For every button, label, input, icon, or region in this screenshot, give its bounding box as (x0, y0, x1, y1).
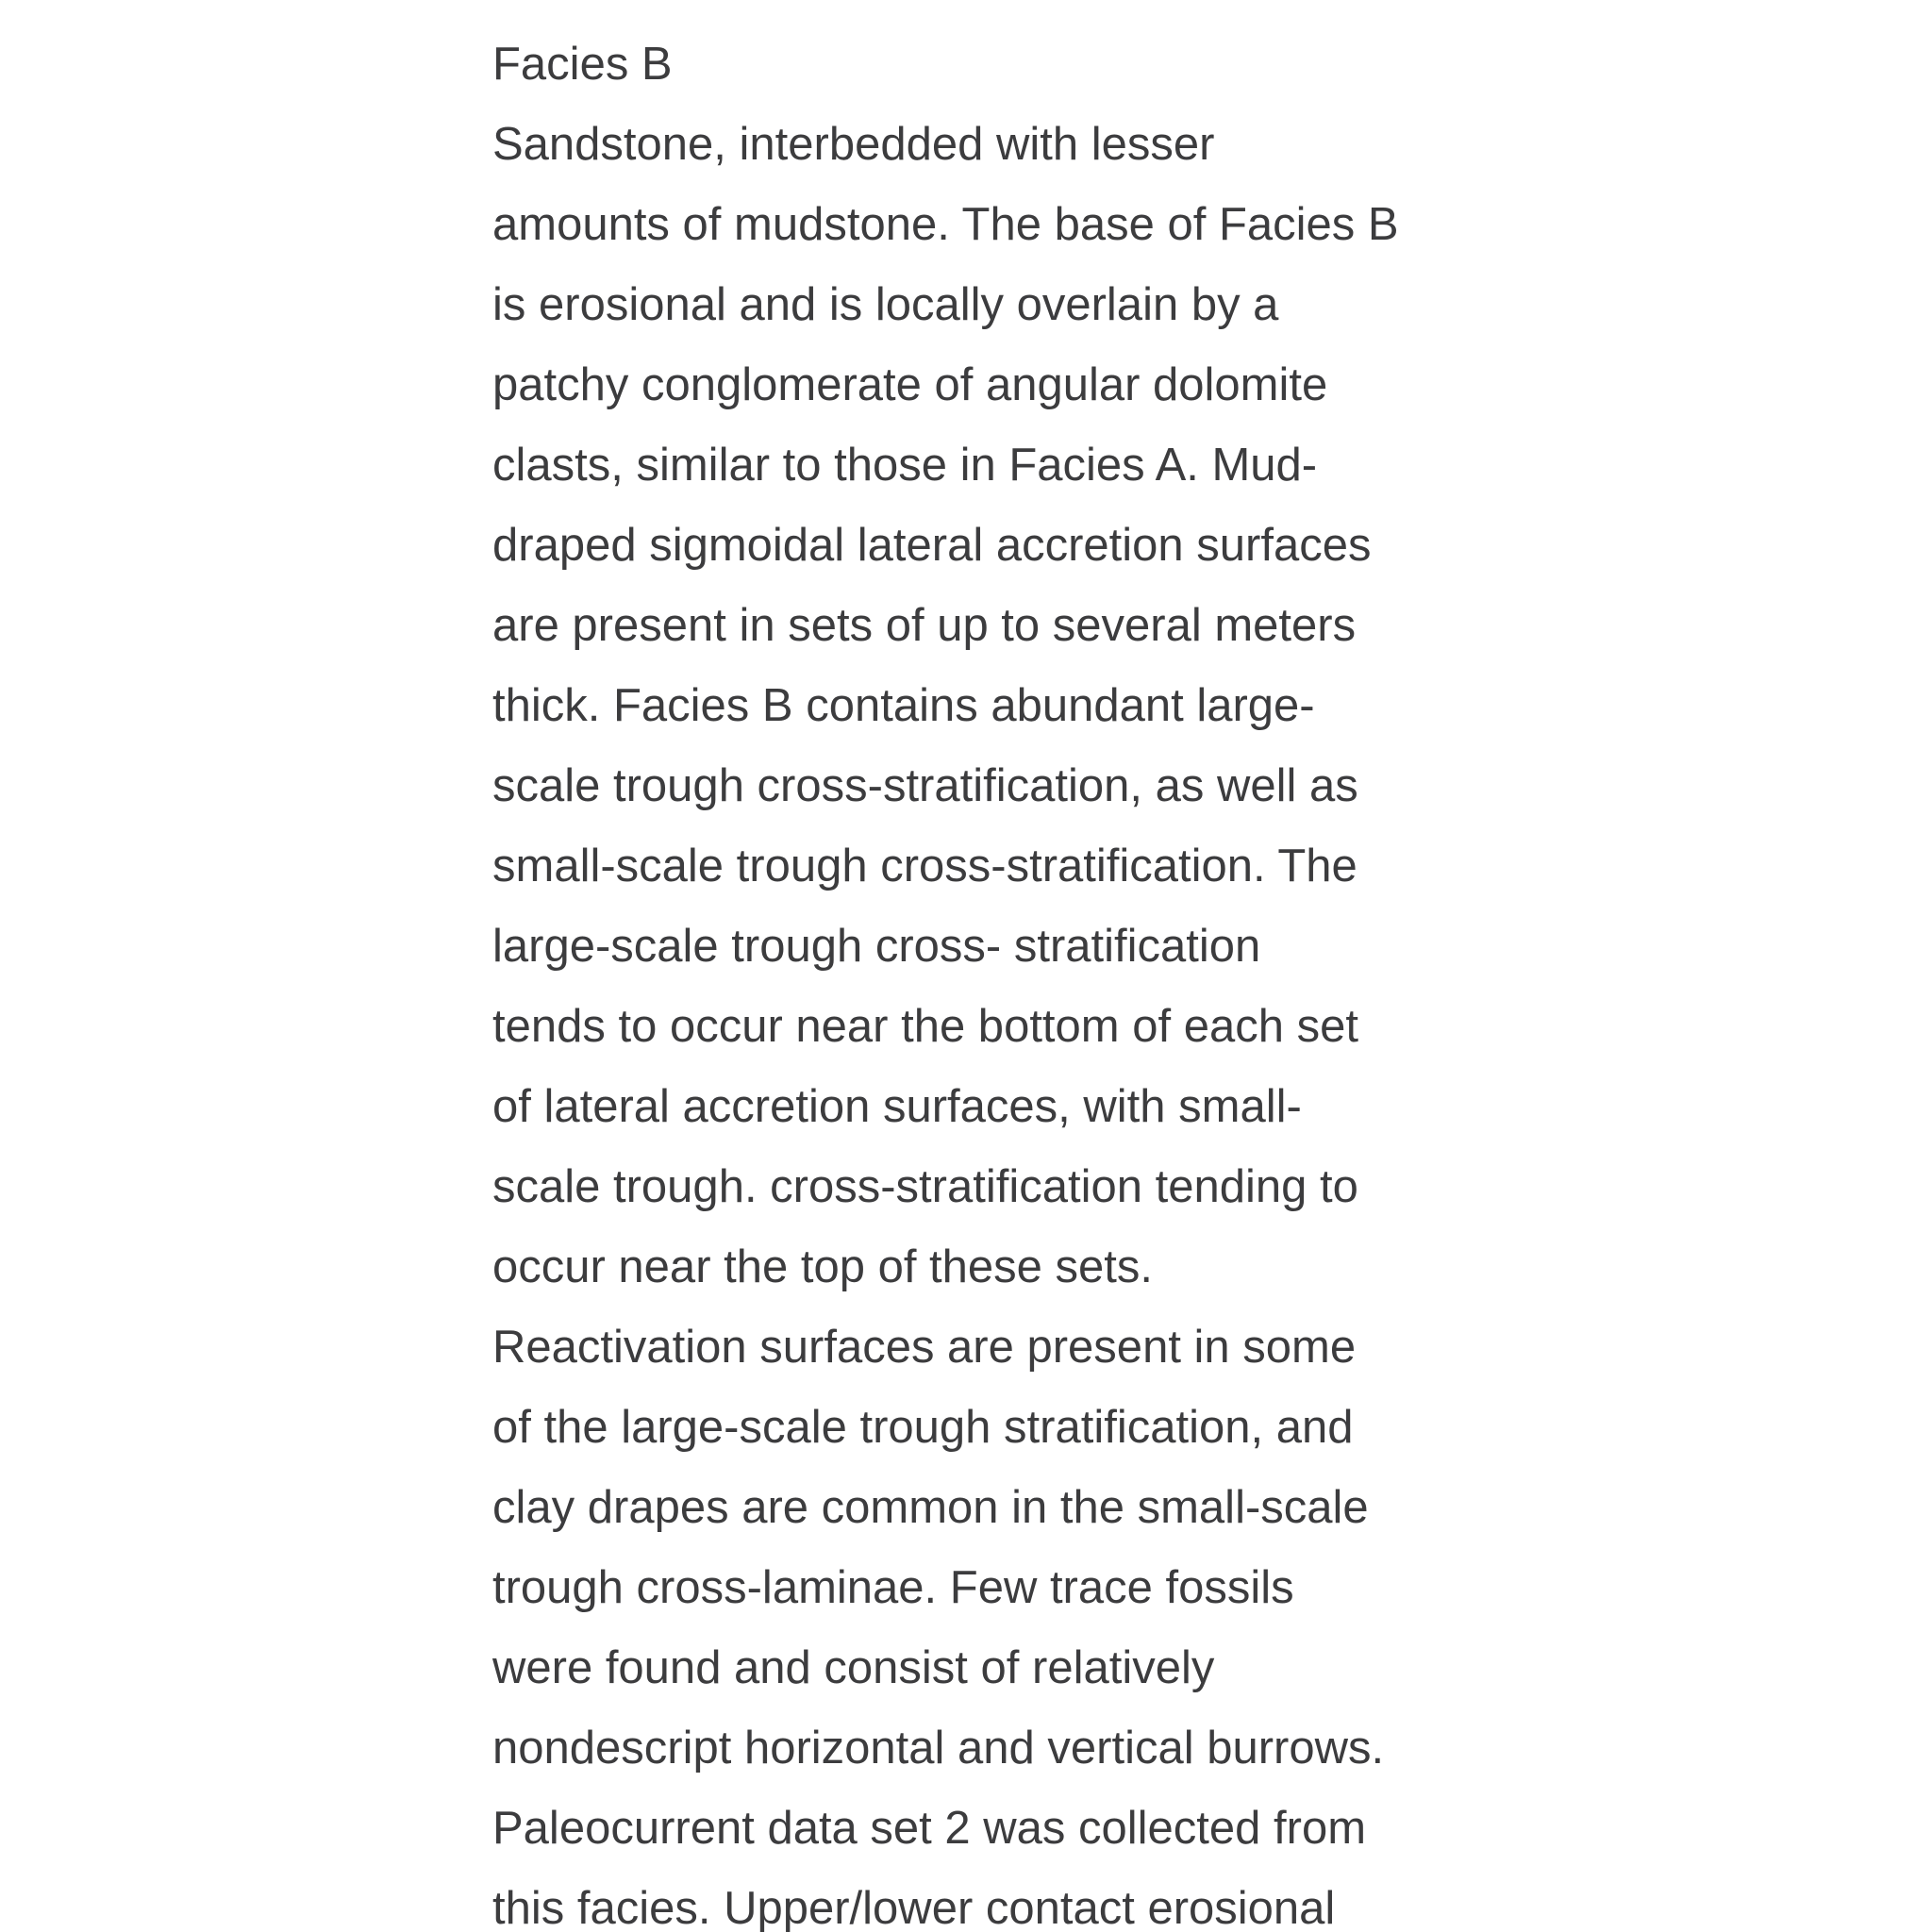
text-line-1: Sandstone, interbedded with lesser (492, 119, 1215, 170)
text-line-15: occur near the top of these sets. (492, 1241, 1154, 1292)
text-line-5: clasts, similar to those in Facies A. Mud- (492, 440, 1318, 491)
text-line-19: trough cross-laminae. Few trace fossils (492, 1562, 1294, 1613)
section-heading: Facies B (492, 39, 673, 90)
text-line-23: this facies. Upper/lower contact erosional (492, 1883, 1336, 1932)
text-line-3: is erosional and is locally overlain by a (492, 279, 1279, 330)
text-line-11: large-scale trough cross- stratification (492, 921, 1261, 972)
text-line-12: tends to occur near the bottom of each set (492, 1001, 1358, 1052)
text-line-13: of lateral accretion surfaces, with small- (492, 1081, 1302, 1132)
text-line-16: Reactivation surfaces are present in some (492, 1322, 1357, 1373)
text-line-18: clay drapes are common in the small-scale (492, 1482, 1369, 1533)
text-line-9: scale trough cross-stratification, as well as (492, 760, 1358, 811)
text-line-8: thick. Facies B contains abundant large- (492, 680, 1315, 731)
text-line-17: of the large-scale trough stratification, and (492, 1402, 1354, 1453)
facies-description (492, 25, 1492, 1932)
text-line-4: patchy conglomerate of angular dolomite (492, 359, 1328, 410)
text-line-10: small-scale trough cross-stratification. The (492, 841, 1357, 891)
text-line-21: nondescript horizontal and vertical burrows. (492, 1723, 1385, 1774)
text-line-2: amounts of mudstone. The base of Facies B (492, 199, 1399, 250)
text-line-20: were found and consist of relatively (492, 1642, 1215, 1693)
text-line-14: scale trough. cross-stratification tending to (492, 1161, 1358, 1212)
text-line-22: Paleocurrent data set 2 was collected from (492, 1803, 1367, 1854)
text-line-6: draped sigmoidal lateral accretion surfaces (492, 520, 1372, 571)
text-line-7: are present in sets of up to several meters (492, 600, 1357, 651)
